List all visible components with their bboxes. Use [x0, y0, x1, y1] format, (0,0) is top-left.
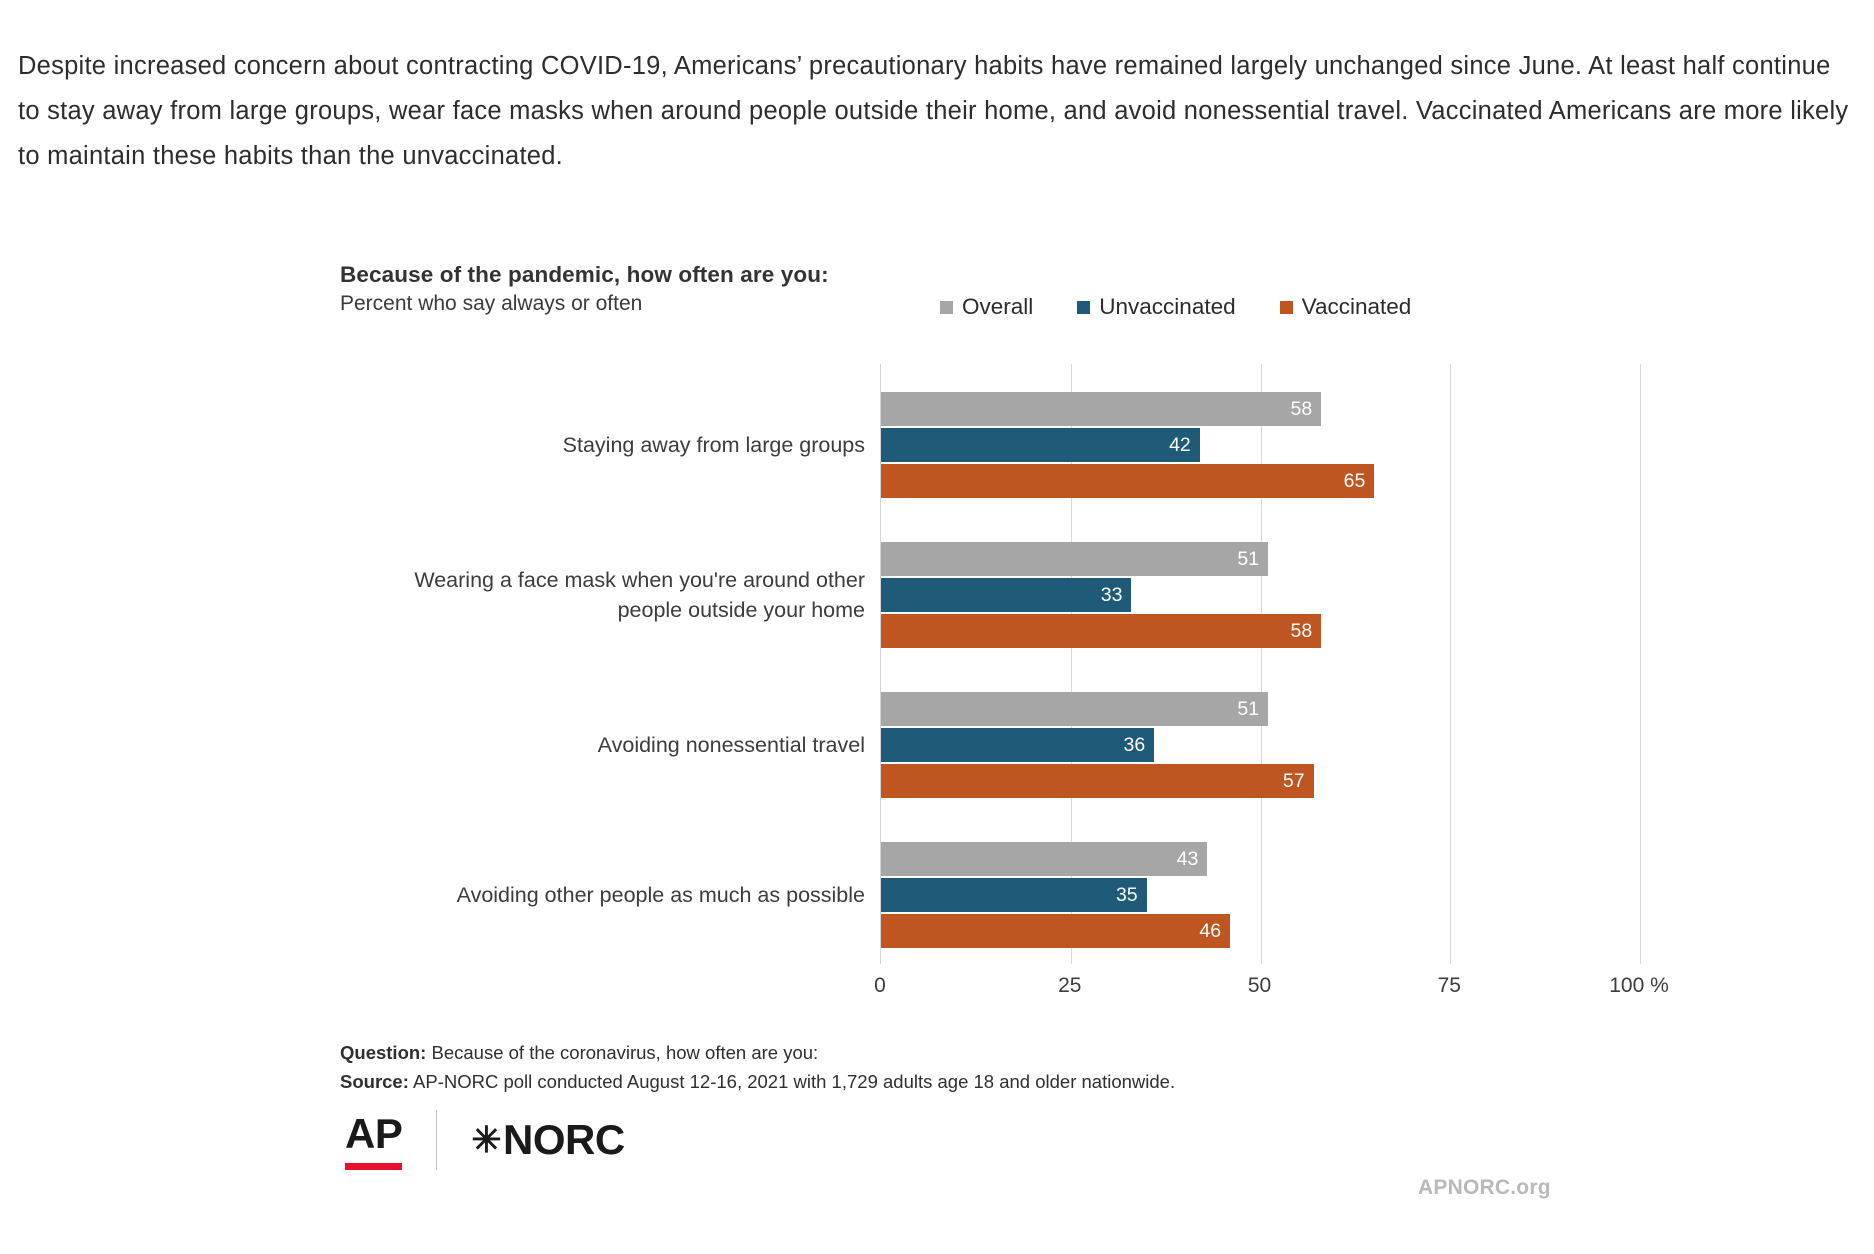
bar-row — [881, 842, 1640, 876]
legend-label-overall: Overall — [962, 294, 1034, 319]
bar-value-label: 42 — [1169, 434, 1191, 456]
ap-logo — [345, 1110, 402, 1170]
x-tick-label: 75 — [1437, 974, 1461, 997]
category-label: Wearing a face mask when you're around other people outside your home — [414, 568, 865, 622]
ap-logo-underline — [345, 1163, 402, 1170]
legend-item-overall — [940, 294, 1033, 320]
bar-row — [881, 392, 1640, 426]
norc-logo-text: NORC — [503, 1116, 625, 1163]
legend-item-vaccinated — [1280, 294, 1412, 320]
chart-subtitle: Percent who say always or often — [340, 292, 643, 315]
bar-row — [881, 614, 1640, 648]
source-text: AP-NORC poll conducted August 12-16, 2021 with 1,729 adults age 18 and older nationwide. — [413, 1071, 1176, 1092]
chart-title: Because of the pandemic, how often are you: — [340, 262, 829, 287]
x-axis — [874, 964, 1669, 1004]
bar-value-label: 46 — [1199, 920, 1222, 942]
bar-value-label: 57 — [1282, 770, 1305, 792]
x-tick-label: 25 — [1058, 974, 1082, 997]
x-tick-label: 50 — [1247, 974, 1272, 997]
bar-group — [597, 692, 1640, 800]
category-label: Avoiding other people as much as possible — [456, 883, 865, 907]
bar-row — [881, 464, 1640, 498]
legend-label-unvaccinated: Unvaccinated — [1099, 294, 1236, 319]
bar-row — [881, 764, 1640, 798]
bar-value-label: 58 — [1290, 620, 1313, 642]
category-label: Avoiding nonessential travel — [597, 733, 865, 757]
chart-container — [340, 262, 1669, 997]
bar-group — [414, 542, 1640, 650]
intro-paragraph: Despite increased concern about contracting COVID-19, Americans’ precautionary habits have remained largely unchanged since June. At least half continue to stay away from large groups, wear face masks when around people outside their home, and avoid nonessential travel. Vaccinated Americans are more likely to maintain these habits than the unvaccinated. — [18, 51, 1849, 170]
x-tick-label: 100 % — [1609, 974, 1669, 997]
bar-row — [881, 728, 1640, 762]
gridline — [1640, 364, 1641, 964]
plot-area — [414, 364, 1640, 964]
bar-row — [881, 878, 1640, 912]
bar-value-label: 51 — [1237, 548, 1260, 570]
source-line — [340, 1067, 1175, 1096]
legend-item-unvaccinated — [1077, 294, 1235, 320]
bar-row — [881, 914, 1640, 948]
bar-value-label: 65 — [1343, 470, 1366, 492]
norc-logo — [471, 1116, 624, 1164]
question-label: Question: — [340, 1042, 427, 1063]
chart-legend — [940, 294, 1411, 320]
norc-star-icon: ✳ — [471, 1119, 502, 1160]
bar-row — [881, 542, 1640, 576]
bar-value-label: 43 — [1176, 848, 1199, 870]
legend-swatch-vaccinated — [1280, 301, 1293, 314]
bar-group — [456, 842, 1640, 950]
bar-value-label: 36 — [1123, 734, 1146, 756]
plot-wrapper — [340, 364, 1669, 997]
bar-value-label: 58 — [1290, 398, 1313, 420]
source-label: Source: — [340, 1071, 409, 1092]
bar-row — [881, 578, 1640, 612]
footnotes — [340, 1038, 1175, 1096]
x-tick-label: 0 — [874, 974, 886, 997]
question-line — [340, 1038, 1175, 1067]
bar-value-label: 51 — [1237, 698, 1260, 720]
question-text: Because of the coronavirus, how often are you: — [431, 1042, 819, 1063]
bar-value-label: 35 — [1115, 884, 1138, 906]
legend-label-vaccinated: Vaccinated — [1301, 294, 1412, 319]
site-watermark: APNORC.org — [1418, 1176, 1551, 1199]
bar-row — [881, 428, 1640, 462]
logo-divider — [436, 1110, 437, 1170]
ap-logo-text: AP — [345, 1110, 403, 1157]
legend-swatch-unvaccinated — [1077, 301, 1090, 314]
bar-group — [562, 392, 1640, 500]
category-label: Staying away from large groups — [562, 433, 865, 457]
logo-row — [345, 1100, 625, 1180]
bar-value-label: 33 — [1100, 584, 1123, 606]
bar-row — [881, 692, 1640, 726]
legend-swatch-overall — [940, 301, 953, 314]
